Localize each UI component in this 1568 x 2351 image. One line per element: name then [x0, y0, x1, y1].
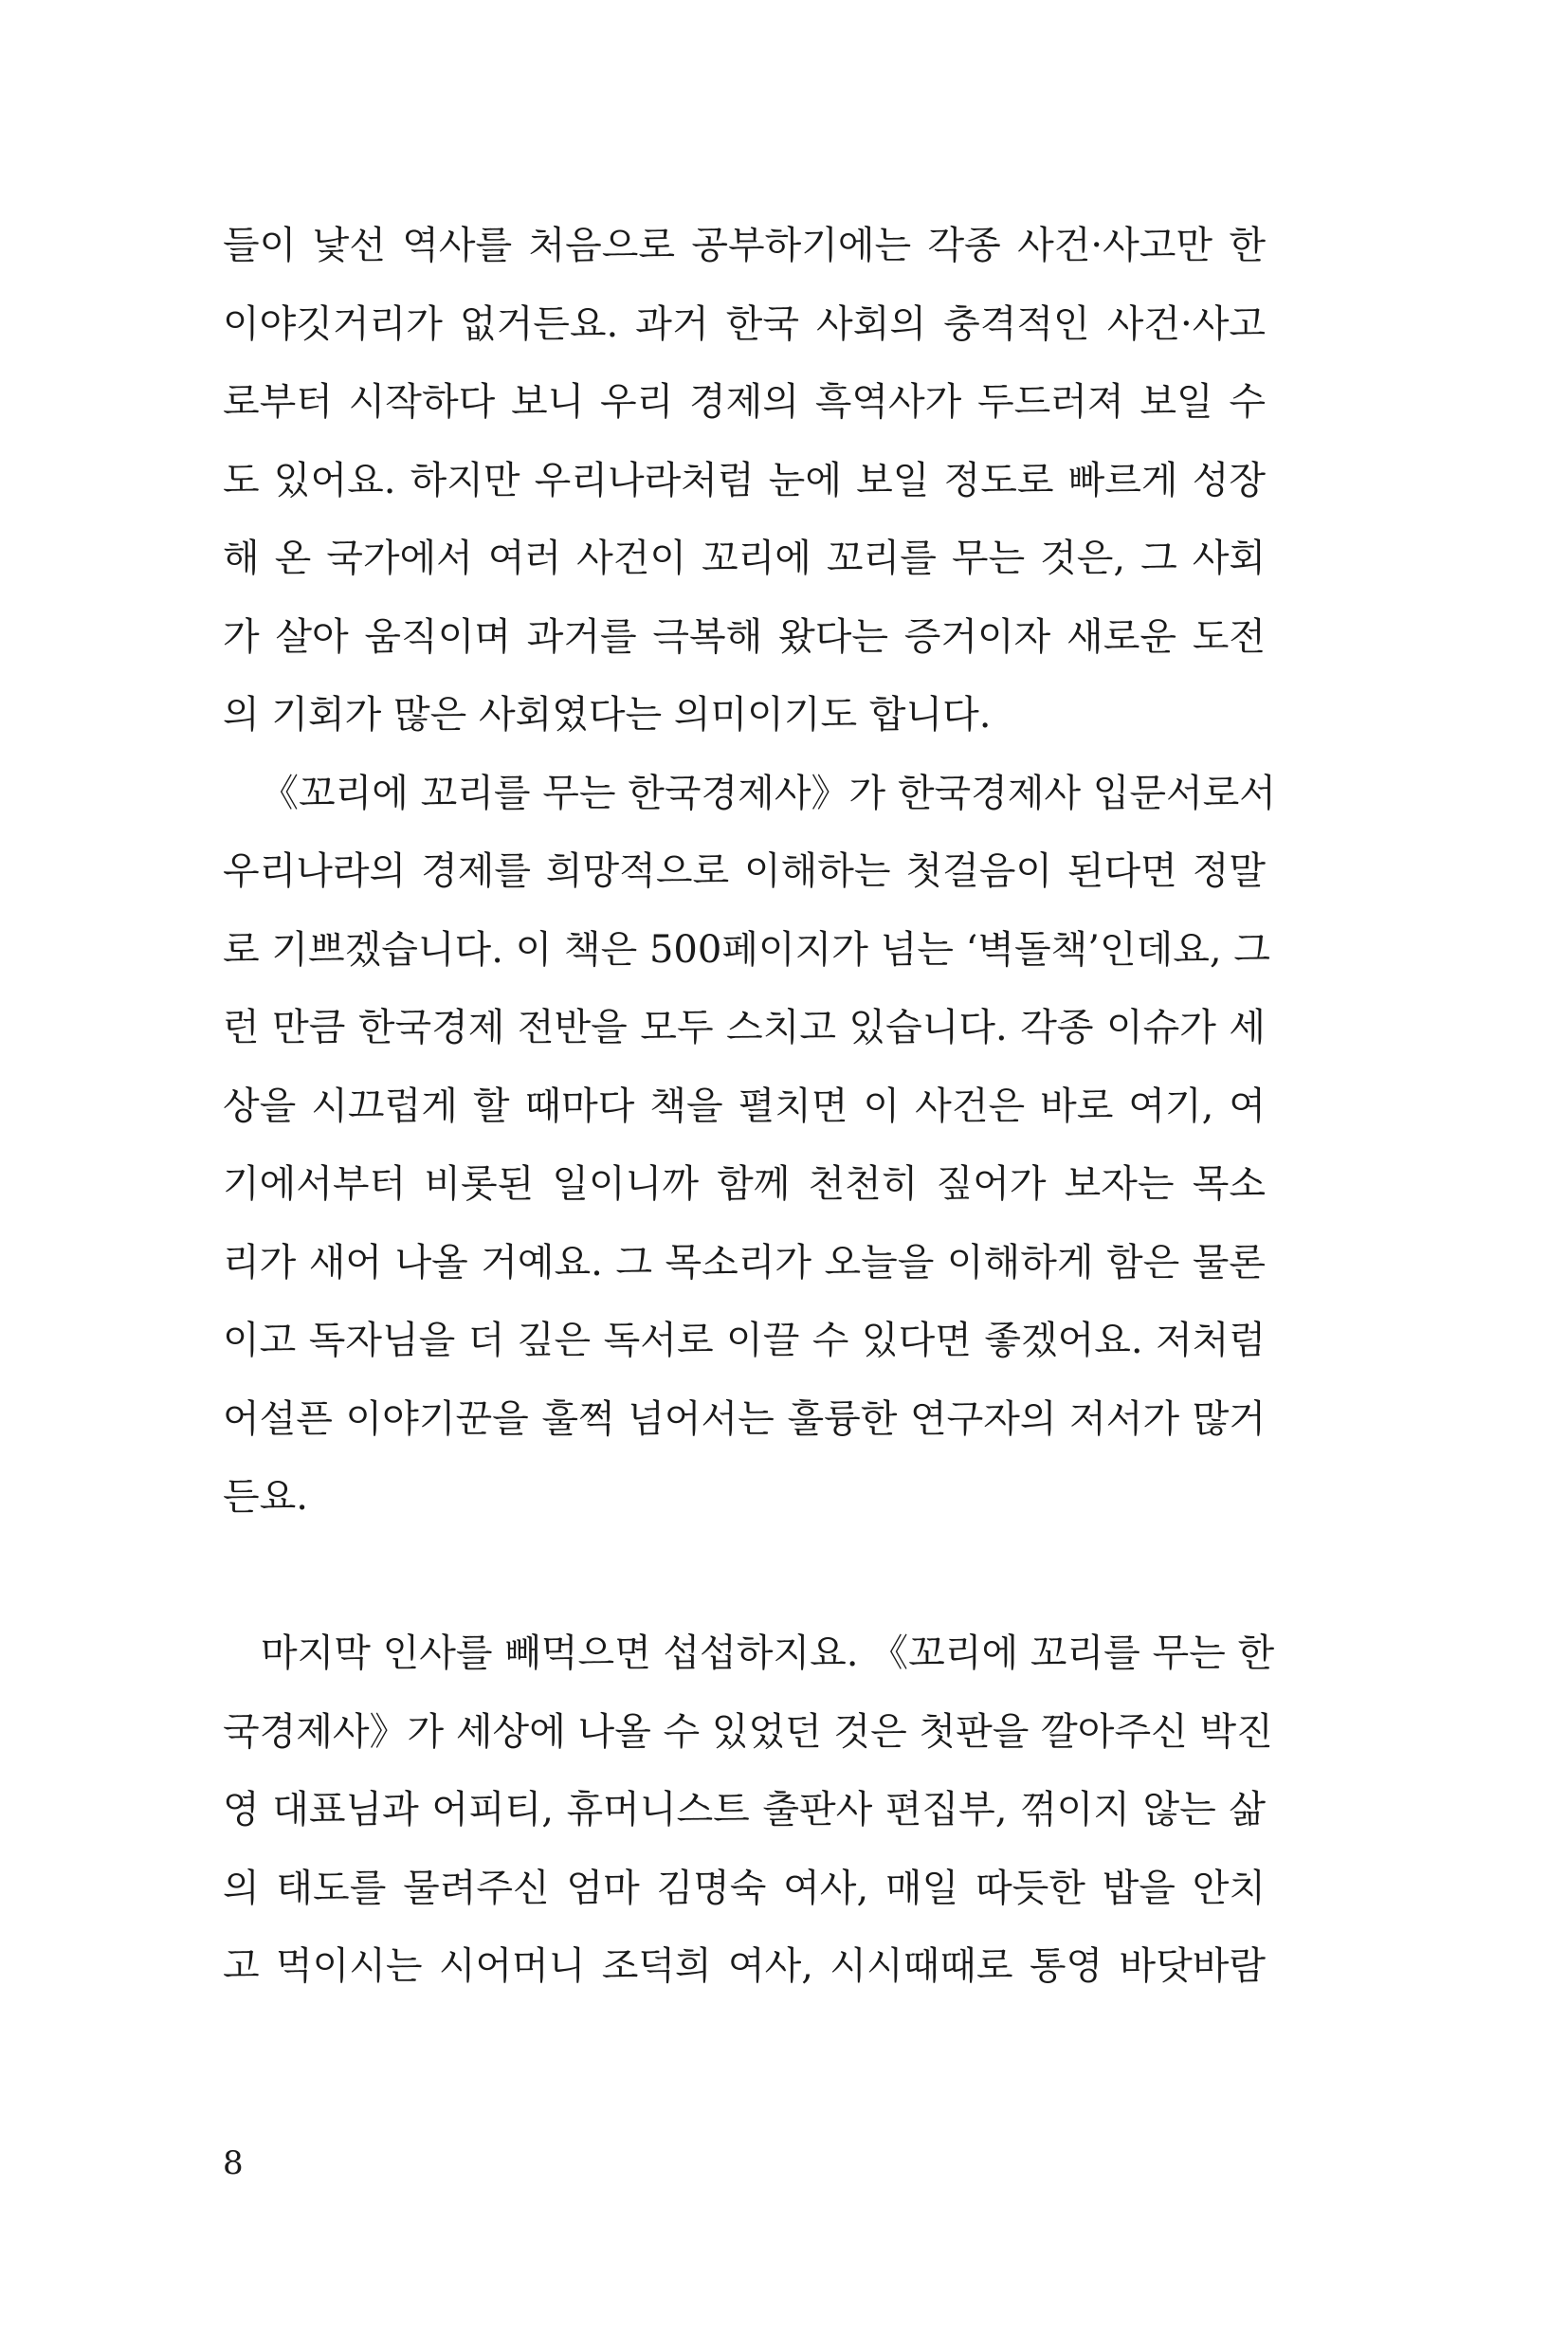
- text-line: 의 태도를 물려주신 엄마 김명숙 여사, 매일 따듯한 밥을 안치: [223, 1866, 1266, 1910]
- text-line: 들이 낯선 역사를 처음으로 공부하기에는 각종 사건·사고만 한: [223, 224, 1266, 267]
- page-body: [223, 207, 1276, 2006]
- text-line: 도 있어요. 하지만 우리나라처럼 눈에 보일 정도로 빠르게 성장: [223, 458, 1266, 502]
- text-line: 리가 새어 나올 거예요. 그 목소리가 오늘을 이해하게 함은 물론: [223, 1240, 1266, 1285]
- text-line: 이고 독자님을 더 깊은 독서로 이끌 수 있다면 좋겠어요. 저처럼: [223, 1319, 1266, 1362]
- paragraph: [223, 207, 1266, 755]
- text-line: 우리나라의 경제를 희망적으로 이해하는 첫걸음이 된다면 정말: [223, 849, 1266, 893]
- text-line: 마지막 인사를 빼먹으면 섭섭하지요. 《꼬리에 꼬리를 무는 한: [261, 1631, 1275, 1675]
- text-line: 영 대표님과 어피티, 휴머니스트 출판사 편집부, 꺾이지 않는 삶: [223, 1788, 1266, 1832]
- text-line: 로부터 시작하다 보니 우리 경제의 흑역사가 두드러져 보일 수: [223, 380, 1266, 424]
- text-line: 해 온 국가에서 여러 사건이 꼬리에 꼬리를 무는 것은, 그 사회: [223, 537, 1266, 580]
- paragraph: [223, 755, 1276, 1537]
- paragraph-gap: [223, 1537, 1266, 1615]
- page-number: 8: [223, 2144, 244, 2182]
- text-line: 상을 시끄럽게 할 때마다 책을 펼치면 이 사건은 바로 여기, 여: [223, 1084, 1266, 1128]
- text-line: 런 만큼 한국경제 전반을 모두 스치고 있습니다. 각종 이슈가 세: [223, 1006, 1266, 1049]
- text-line: 《꼬리에 꼬리를 무는 한국경제사》가 한국경제사 입문서로서: [261, 771, 1276, 815]
- text-line: 국경제사》가 세상에 나올 수 있었던 것은 첫판을 깔아주신 박진: [223, 1709, 1273, 1754]
- text-line: 어설픈 이야기꾼을 훌쩍 넘어서는 훌륭한 연구자의 저서가 많거: [223, 1396, 1266, 1441]
- text-line: 이야깃거리가 없거든요. 과거 한국 사회의 충격적인 사건·사고: [223, 301, 1266, 346]
- text-line: 의 기회가 많은 사회였다는 의미이기도 합니다.: [223, 693, 992, 737]
- text-line: 로 기쁘겠습니다. 이 책은 500페이지가 넘는 ‘벽돌책’인데요, 그: [223, 927, 1270, 972]
- text-line: 고 먹이시는 시어머니 조덕희 여사, 시시때때로 통영 바닷바람: [223, 1944, 1266, 1988]
- text-line: 기에서부터 비롯된 일이니까 함께 천천히 짚어가 보자는 목소: [223, 1162, 1266, 1206]
- text-line: 가 살아 움직이며 과거를 극복해 왔다는 증거이자 새로운 도전: [223, 614, 1266, 659]
- paragraph: [223, 1614, 1275, 2006]
- text-line: 든요.: [223, 1475, 308, 1519]
